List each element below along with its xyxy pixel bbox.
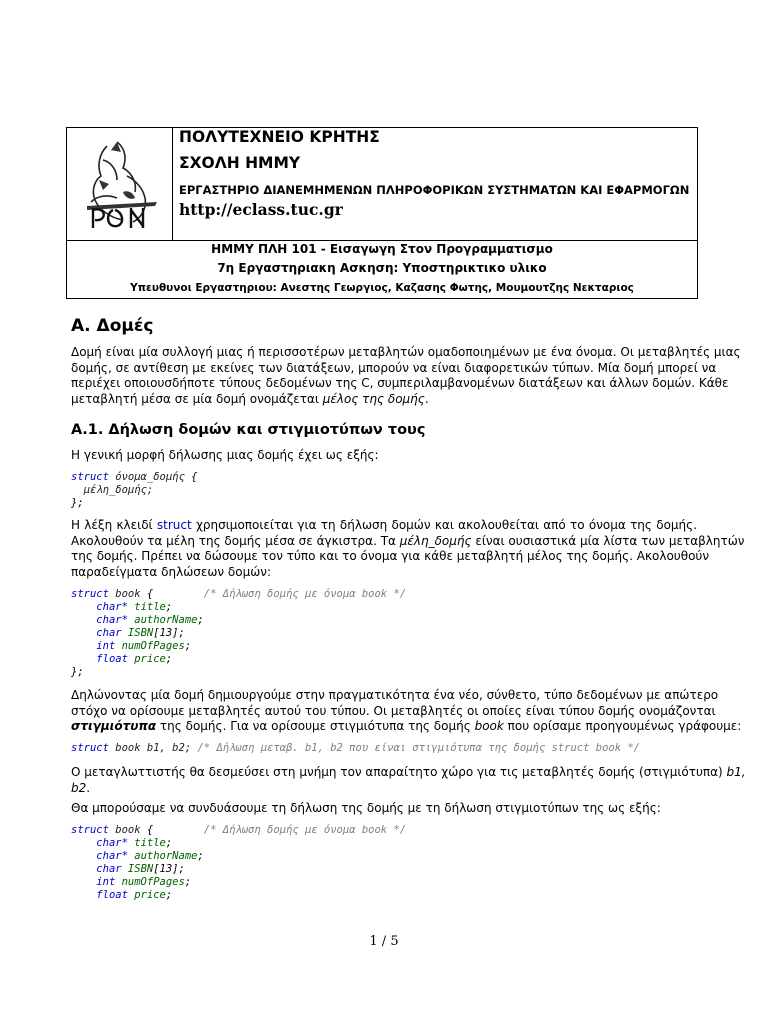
subsection-title: Α.1. Δήλωση δομών και στιγμιοτύπων τους [71, 422, 426, 438]
paragraph-instances [71, 688, 742, 735]
intro-line: περιέχει οποιουσδήποτε τύπους δεδομένων της C, συμπεριλαμβανομένων διατάξεων και άλλων δομών. Κάθε [71, 376, 729, 390]
members-term: μέλη_δομής [399, 533, 472, 548]
code-comment: /* Δήλωση δομής με όνομα book */ [203, 824, 407, 836]
book-term: book [474, 719, 504, 733]
code-type: char [96, 863, 122, 875]
paragraph-combine: Θα μπορούσαμε να συνδυάσουμε τη δήλωση της δομής με τη δήλωση στιγμιοτύπων της ως εξής: [71, 801, 661, 815]
code-ptr: * [121, 837, 128, 849]
code-suffix: [13]; [153, 627, 185, 639]
code-suffix: ; [197, 614, 204, 626]
code-type: char [96, 837, 122, 849]
para-line: της δομής. Πρέπει να δώσουμε τον τύπο και το όνομα για κάθε μεταβλητή μέλος της δομής. Ακολουθούν [71, 549, 710, 563]
code-suffix: ; [165, 889, 173, 901]
page-number: 1 / 5 [369, 934, 399, 949]
para-text: είναι ουσιαστικά μία λίστα των μεταβλητών [471, 533, 745, 548]
code-struct-name: book [115, 588, 141, 600]
header-top-row [67, 128, 697, 241]
code-close: }; [71, 666, 84, 678]
lab-staff: Υπευθυνοι Εργαστηριου: Ανεστης Γεωργιος, Καζασης Φωτης, Μουμουτζης Νεκταριος [130, 282, 634, 294]
code-ptr: * [121, 850, 128, 862]
para-text: της δομής. Για να ορίσουμε στιγμιότυπα της δομής [156, 719, 475, 733]
intro-line-last [71, 392, 697, 408]
code-struct-name: book [115, 742, 141, 754]
para-text: χρησιμοποιείται για τη δήλωση δομών και ακολουθείται από το όνομα της δομής. [191, 518, 698, 532]
code-field: title [134, 837, 166, 849]
code-type: float [96, 889, 128, 901]
institution-name: ΠΟΛΥΤΕΧΝΕΙΟ ΚΡΗΤΗΣ [179, 128, 380, 146]
code-vars: b1, b2; [146, 742, 192, 754]
code-suffix: ; [165, 653, 173, 665]
code-keyword: struct [71, 742, 109, 754]
code-type: int [96, 876, 116, 888]
para-line [71, 518, 697, 534]
code-suffix: ; [165, 601, 173, 613]
para-line: Δηλώνοντας μία δομή δημιουργούμε στην πραγματικότητα ένα νέο, σύνθετο, τύπο δεδομένων με απώτερο [71, 688, 719, 702]
intro-line: Δομή είναι μία συλλογή μιας ή περισσοτέρων μεταβλητών ομαδοποιημένων με ένα όνομα. Οι μεταβλητές μιας [71, 345, 741, 359]
para-text: Ακολουθούν τα μέλη της δομής μέσα σε άγκιστρα. Τα [71, 533, 400, 548]
para-text: . [86, 780, 91, 795]
code-ptr: * [121, 601, 128, 613]
code-field: title [134, 601, 166, 613]
code-field: price [134, 653, 166, 665]
intro-period: . [424, 391, 429, 406]
code-struct-name: όνομα_δομής [115, 471, 185, 483]
code-suffix: ; [184, 876, 192, 888]
code-brace: { [146, 824, 154, 836]
exercise-title: 7η Εργαστηριακη Ασκηση: Υποστηρικτικο υλικο [217, 261, 547, 275]
intro-text: μεταβλητή μέσα σε μία δομή ονομάζεται [71, 391, 323, 406]
code-type: char [96, 601, 122, 613]
var-term: b2 [71, 780, 87, 795]
code-comment: /* Δήλωση μεταβ. b1, b2 που είναι στιγμιότυπα της δομής struct book */ [197, 742, 640, 754]
struct-keyword-term: struct [156, 518, 192, 532]
general-form-text: Η γενική μορφή δήλωσης μιας δομής έχει ως εξής: [71, 448, 379, 462]
code-type: int [96, 640, 116, 652]
para-line [71, 765, 746, 781]
code-brace: { [146, 588, 154, 600]
intro-paragraph [71, 345, 741, 407]
code-struct-name: book [115, 824, 141, 836]
code-type: char [96, 614, 122, 626]
code-comment: /* Δήλωση δομής με όνομα book */ [203, 588, 407, 600]
para-line: στόχο να ορίσουμε μεταβλητές αυτού του τύπου. Οι μεταβλητές οι οποίες είναι τύπου δομής ονομάζονται [71, 703, 716, 718]
document-header [66, 127, 698, 299]
code-close: }; [71, 497, 84, 509]
instances-term: στιγμιότυπα [71, 719, 157, 733]
section-title: Α. Δομές [71, 316, 154, 336]
code-ptr: * [121, 614, 128, 626]
code-brace: { [191, 471, 198, 483]
code-suffix: [13]; [153, 863, 185, 875]
lab-name: ΕΡΓΑΣΤΗΡΙΟ ΔΙΑΝΕΜΗΜΕΝΩΝ ΠΛΗΡΟΦΟΡΙΚΩΝ ΣΥΣΤΗΜΑΤΩΝ ΚΑΙ ΕΦΑΡΜΟΓΩΝ [179, 183, 690, 197]
course-title: ΗΜΜΥ ΠΛΗ 101 - Εισαγωγη Στον Προγραμματισμο [211, 242, 553, 256]
course-url-link[interactable]: http://eclass.tuc.gr [179, 200, 343, 219]
code-block-instances [71, 742, 640, 755]
code-type: float [96, 653, 128, 665]
code-members: μέλη_δομής; [83, 484, 154, 496]
code-block-book-combined [71, 824, 406, 902]
code-block-general [71, 471, 197, 510]
code-field: ISBN [127, 627, 154, 639]
code-suffix: ; [165, 837, 173, 849]
code-field: authorName [134, 614, 198, 626]
code-suffix: ; [184, 640, 192, 652]
code-keyword: struct [71, 588, 109, 600]
code-field: ISBN [127, 863, 154, 875]
code-field: numOfPages [121, 876, 185, 888]
code-block-book [71, 588, 406, 679]
para-line: παραδείγματα δηλώσεων δομών: [71, 564, 272, 579]
code-type: char [96, 850, 122, 862]
para-text: Η λέξη κλειδί [71, 518, 157, 532]
paragraph-compiler [71, 765, 746, 796]
para-text: που ορίσαμε προηγουμένως γράφουμε: [503, 719, 742, 733]
code-keyword: struct [71, 824, 109, 836]
header-course-info [67, 241, 697, 298]
code-suffix: ; [197, 850, 204, 862]
code-keyword: struct [71, 471, 109, 483]
struct-member-term: μέλος της δομής [322, 391, 425, 406]
var-term: b1, [726, 765, 746, 779]
code-field: authorName [134, 850, 198, 862]
para-line [71, 781, 697, 797]
para-text: Ο μεταγλωττιστής θα δεσμεύσει στη μνήμη τον απαραίτητο χώρο για τις μεταβλητές δομής (στιγμιότυπα) [71, 765, 727, 779]
university-logo [67, 128, 173, 240]
code-type: char [96, 627, 122, 639]
intro-line: δομής, σε αντίθεση με εκείνες των διατάξεων, μπορούν να είναι διαφορετικών τύπων. Μία δομή μπορεί να [71, 360, 717, 375]
para-line [71, 719, 742, 735]
code-field: numOfPages [121, 640, 185, 652]
para-line [71, 533, 745, 550]
school-name: ΣΧΟΛΗ ΗΜΜΥ [179, 154, 301, 172]
paragraph-struct-keyword [71, 518, 745, 580]
code-field: price [134, 889, 166, 901]
university-seal-icon [77, 136, 163, 232]
